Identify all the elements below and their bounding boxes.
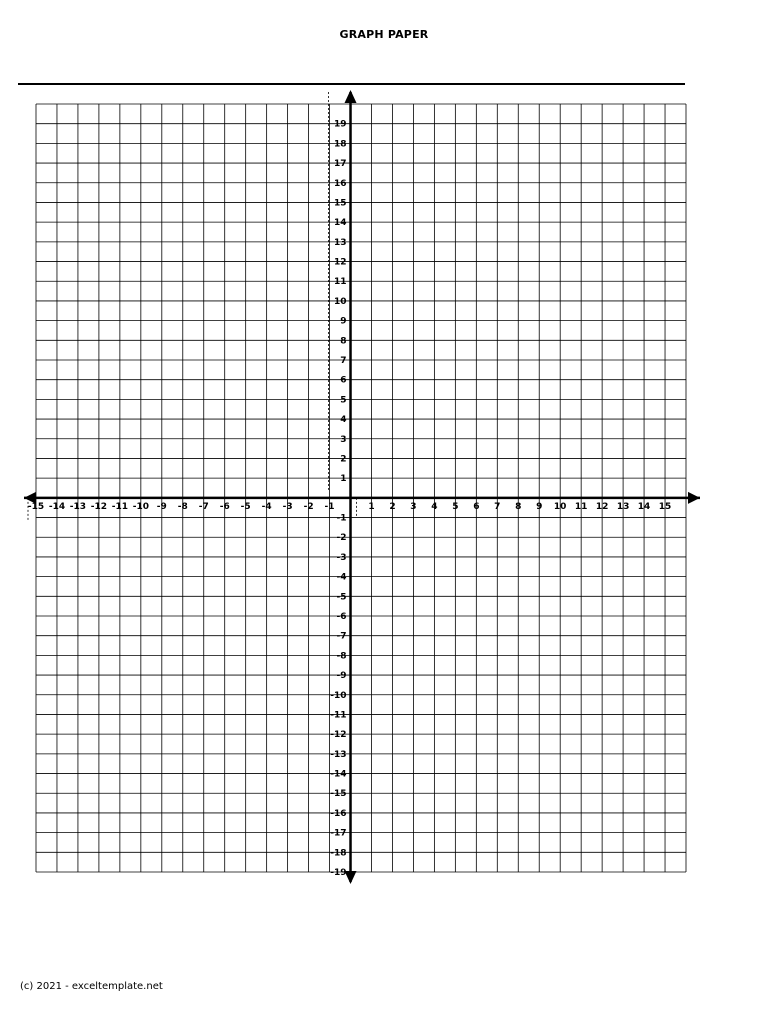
y-tick-label: -2 <box>336 533 347 544</box>
y-tick-label: -12 <box>330 730 347 741</box>
x-tick-label: 13 <box>616 501 630 512</box>
y-tick-label: -13 <box>330 749 347 760</box>
y-tick-label: -7 <box>336 631 347 642</box>
x-tick-label: -11 <box>111 501 129 512</box>
y-tick-label: 18 <box>333 139 347 150</box>
x-tick-label: -9 <box>156 501 167 512</box>
x-tick-label: -5 <box>240 501 251 512</box>
y-tick-label: 13 <box>333 237 347 248</box>
y-tick-label: -6 <box>336 612 347 622</box>
x-tick-label: -8 <box>177 501 188 512</box>
y-axis-arrow-up <box>345 90 357 103</box>
y-tick-label: -1 <box>336 513 347 524</box>
y-tick-label: 8 <box>340 336 347 347</box>
x-tick-label: -3 <box>282 501 293 512</box>
y-tick-label: 4 <box>340 415 347 426</box>
y-tick-label: -14 <box>330 769 347 780</box>
y-tick-label: -9 <box>336 671 347 682</box>
y-tick-label: 3 <box>340 434 347 445</box>
y-tick-label: 9 <box>340 316 347 327</box>
y-tick-label: -16 <box>330 808 347 819</box>
y-tick-label: 15 <box>333 198 347 209</box>
x-tick-label: -6 <box>219 501 230 512</box>
x-tick-label: 14 <box>637 501 651 512</box>
x-tick-label: 4 <box>431 501 438 512</box>
x-tick-label: -15 <box>27 501 45 512</box>
y-tick-label: 14 <box>333 218 347 229</box>
y-tick-label: 5 <box>340 395 347 406</box>
y-tick-label: -11 <box>330 710 347 721</box>
x-tick-label: 9 <box>536 501 543 512</box>
y-tick-label: -4 <box>336 572 347 583</box>
x-tick-label: 5 <box>452 501 459 512</box>
x-tick-label: 3 <box>410 501 417 512</box>
y-tick-label: 16 <box>333 178 347 189</box>
x-tick-label: 11 <box>574 501 588 512</box>
x-tick-label: -14 <box>48 501 66 512</box>
y-tick-label: 19 <box>333 119 347 130</box>
y-tick-label: -18 <box>330 848 347 859</box>
grid-lines <box>36 104 686 872</box>
y-tick-label: -5 <box>336 592 347 603</box>
y-tick-label: 7 <box>340 356 347 366</box>
x-tick-label: 8 <box>515 501 522 512</box>
y-tick-label: 10 <box>333 296 347 307</box>
y-tick-label: 11 <box>333 277 347 288</box>
y-tick-label: 6 <box>340 375 347 386</box>
x-tick-label: -4 <box>261 501 272 512</box>
page-title: GRAPH PAPER <box>339 28 429 41</box>
axes <box>24 90 700 884</box>
y-tick-label: 17 <box>333 159 347 170</box>
x-tick-label: 7 <box>494 501 501 512</box>
y-tick-label: -15 <box>330 789 347 800</box>
x-tick-label: 12 <box>595 501 609 512</box>
y-tick-label: -8 <box>336 651 347 662</box>
y-tick-label: 2 <box>340 454 347 465</box>
y-tick-label: 12 <box>333 257 347 268</box>
x-tick-label: -10 <box>132 501 149 512</box>
x-tick-label: -7 <box>198 501 209 512</box>
x-tick-label: -13 <box>69 501 87 512</box>
x-tick-label: 1 <box>368 501 375 512</box>
x-tick-label: 2 <box>389 501 396 512</box>
x-axis-arrow-right <box>688 492 700 504</box>
x-tick-label: -1 <box>324 501 335 512</box>
x-tick-label: -12 <box>90 501 108 512</box>
y-tick-label: -10 <box>330 690 347 701</box>
y-tick-label: 1 <box>340 474 347 485</box>
footer-copyright: (c) 2021 - exceltemplate.net <box>20 981 163 992</box>
x-tick-label: -2 <box>303 501 314 512</box>
y-tick-label: -3 <box>336 552 347 563</box>
y-tick-label: -17 <box>330 828 347 839</box>
x-tick-label: 15 <box>658 501 672 512</box>
x-tick-label: 10 <box>553 501 567 512</box>
y-tick-label: -19 <box>330 868 347 878</box>
x-tick-label: 6 <box>473 501 480 512</box>
